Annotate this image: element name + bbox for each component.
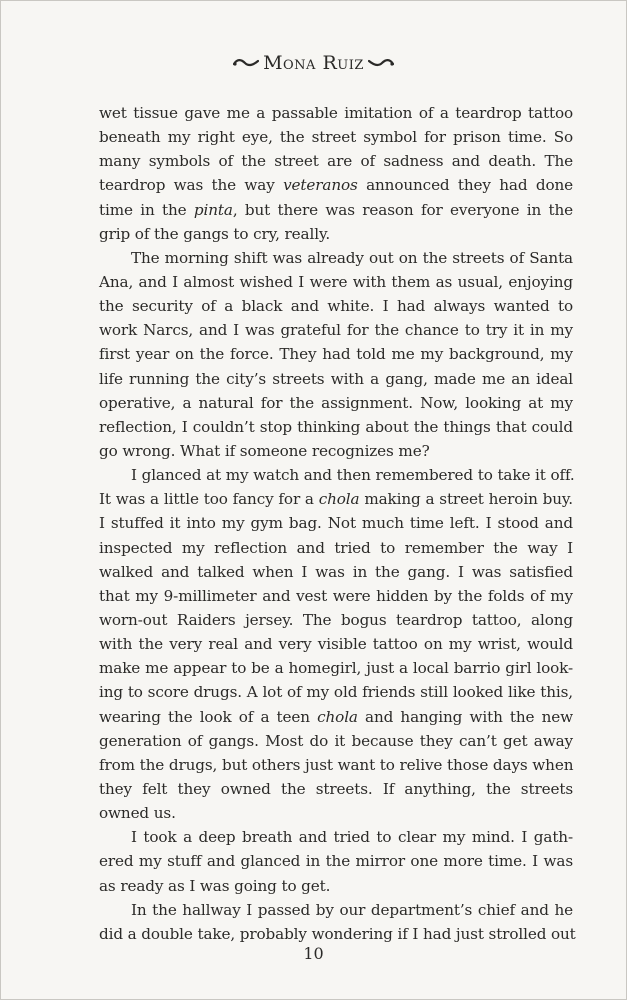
text-line bbox=[99, 391, 573, 415]
text-run: The morning shift was already out on the streets of Santa bbox=[131, 248, 573, 267]
text-line bbox=[99, 511, 573, 535]
text-line bbox=[99, 367, 573, 391]
text-run: grip of the gangs to cry, really. bbox=[99, 224, 331, 243]
text-line bbox=[99, 173, 573, 197]
running-head bbox=[0, 52, 627, 74]
text-run: operative, a natural for the assignment. Now, looking at my bbox=[99, 393, 573, 412]
text-run: generation of gangs. Most do it because they can’t get away bbox=[99, 731, 573, 750]
text-run: In the hallway I passed by our department’s chief and he bbox=[131, 900, 573, 919]
text-line bbox=[99, 849, 573, 873]
text-run: worn-out Raiders jersey. The bogus teardrop tattoo, along bbox=[99, 610, 573, 629]
text-run: inspected my reflection and tried to remember the way I bbox=[99, 538, 573, 557]
text-run: did a double take, probably wondering if I had just strolled out bbox=[99, 924, 576, 943]
text-line bbox=[99, 584, 573, 608]
text-line bbox=[99, 463, 573, 487]
text-run: , but there was reason for everyone in the bbox=[232, 200, 573, 219]
text-run: It was a little too fancy for a bbox=[99, 490, 319, 509]
text-run: I stuffed it into my gym bag. Not much time left. I stood and bbox=[99, 514, 573, 533]
text-run: with the very real and very visible tattoo on my wrist, would bbox=[99, 635, 573, 654]
text-line bbox=[99, 656, 573, 680]
text-run: I glanced at my watch and then remembered to take it off. bbox=[131, 466, 575, 485]
text-run: from the drugs, but others just want to relive those days when bbox=[99, 755, 574, 774]
italic-word: pinta bbox=[193, 200, 233, 219]
text-line bbox=[99, 705, 573, 729]
text-line bbox=[99, 149, 573, 173]
text-run: making a street heroin buy. bbox=[359, 490, 573, 509]
text-run: make me appear to be a homegirl, just a local barrio girl look- bbox=[99, 659, 573, 678]
text-line bbox=[99, 801, 573, 825]
page-number: 10 bbox=[303, 944, 324, 963]
text-run: wet tissue gave me a passable imitation of a teardrop tattoo bbox=[99, 104, 573, 122]
text-line bbox=[99, 487, 573, 511]
text-line bbox=[99, 270, 573, 294]
text-run: go wrong. What if someone recognizes me? bbox=[99, 441, 430, 460]
text-line bbox=[99, 415, 573, 439]
text-run: ing to score drugs. A lot of my old friends still looked like this, bbox=[99, 683, 573, 702]
italic-word: veteranos bbox=[283, 176, 358, 195]
text-run: wearing the look of a teen bbox=[99, 707, 318, 726]
text-line bbox=[99, 560, 573, 584]
left-ornament-icon bbox=[233, 58, 259, 68]
text-line bbox=[99, 874, 573, 898]
italic-word: chola bbox=[318, 490, 360, 509]
text-line bbox=[99, 318, 573, 342]
text-line bbox=[99, 222, 573, 246]
text-run: as ready as I was going to get. bbox=[99, 876, 331, 895]
text-line bbox=[99, 101, 573, 125]
text-run: that my 9-millimeter and vest were hidden by the folds of my bbox=[99, 586, 573, 605]
right-ornament-icon bbox=[368, 58, 394, 68]
text-line bbox=[99, 439, 573, 463]
text-run: first year on the force. They had told me my background, my bbox=[99, 345, 573, 364]
text-run: and hanging with the new bbox=[357, 707, 574, 726]
text-line bbox=[99, 777, 573, 801]
text-run: teardrop was the way bbox=[99, 176, 284, 195]
text-line bbox=[99, 729, 573, 753]
text-line bbox=[99, 922, 576, 946]
text-line bbox=[99, 536, 573, 560]
text-run: many symbols of the street are of sadness and death. The bbox=[99, 152, 573, 171]
text-line bbox=[99, 632, 573, 656]
text-run: owned us. bbox=[99, 804, 176, 823]
text-run: I took a deep breath and tried to clear my mind. I gath- bbox=[131, 828, 573, 847]
text-line bbox=[99, 294, 573, 318]
text-run: the security of a black and white. I had always wanted to bbox=[99, 297, 573, 316]
text-line bbox=[99, 246, 573, 270]
text-run: walked and talked when I was in the gang. I was satisfied bbox=[99, 562, 573, 581]
text-line bbox=[99, 825, 573, 849]
text-line bbox=[99, 198, 573, 222]
text-run: reflection, I couldn’t stop thinking about the things that could bbox=[99, 417, 573, 436]
text-run: beneath my right eye, the street symbol for prison time. So bbox=[99, 128, 573, 147]
italic-word: chola bbox=[317, 707, 358, 726]
text-run: Ana, and I almost wished I were with them as usual, enjoying bbox=[99, 272, 573, 291]
running-head-title: Mona Ruiz bbox=[263, 52, 364, 74]
body-text bbox=[99, 101, 576, 946]
text-line bbox=[99, 608, 573, 632]
text-run: work Narcs, and I was grateful for the chance to try it in my bbox=[99, 321, 573, 340]
text-line bbox=[99, 898, 573, 922]
text-line bbox=[99, 342, 573, 366]
text-run: time in the bbox=[99, 200, 194, 219]
text-line bbox=[99, 753, 573, 777]
text-line bbox=[99, 125, 573, 149]
text-run: ered my stuff and glanced in the mirror one more time. I was bbox=[99, 852, 573, 871]
text-line bbox=[99, 680, 573, 704]
text-run: life running the city’s streets with a gang, made me an ideal bbox=[99, 369, 573, 388]
text-run: announced they had done bbox=[357, 176, 573, 195]
text-run: they felt they owned the streets. If anything, the streets bbox=[99, 779, 573, 798]
